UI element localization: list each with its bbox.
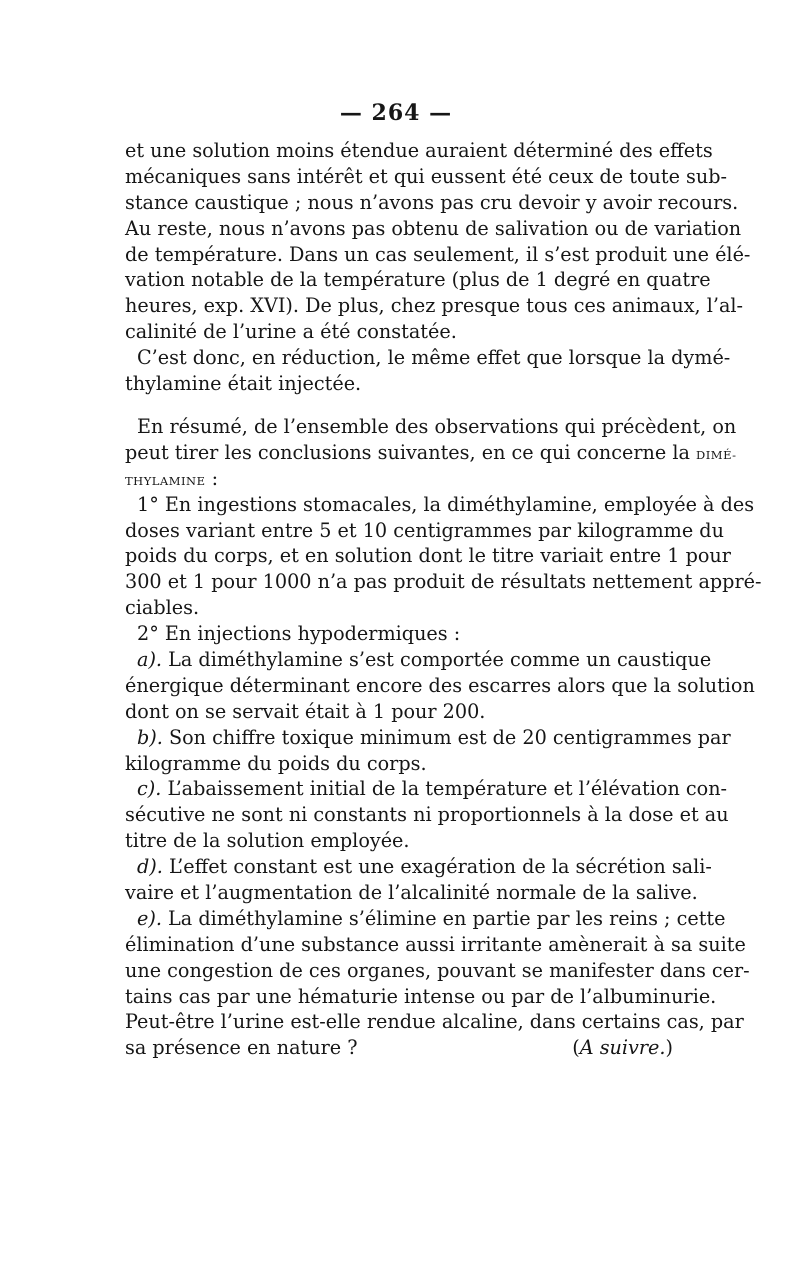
text-line: une congestion de ces organes, pouvant se manifester dans cer- (125, 958, 750, 982)
text-line (125, 854, 712, 880)
text-fragment: L’effet constant est une exagération de la sécrétion sali- (162, 855, 712, 879)
text-line: doses variant entre 5 et 10 centigrammes par kilogramme du (125, 518, 724, 542)
text-line: 300 et 1 pour 1000 n’a pas produit de résultats nettement appré- (125, 570, 762, 594)
small-caps-term: THYLAMINE (125, 473, 206, 488)
page-number: — 264 — (339, 100, 453, 126)
paragraph-block-top (125, 138, 751, 397)
text-line (125, 906, 726, 932)
text-line: poids du corps, et en solution dont le titre variait entre 1 pour (125, 544, 731, 568)
text-fragment: La diméthylamine s’élimine en partie par les reins ; cette (161, 906, 726, 930)
text-line: calinité de l’urine a été constatée. (125, 320, 457, 344)
text-fragment: Son chiffre toxique minimum est de 20 centigrammes par (162, 725, 731, 749)
text-line: et une solution moins étendue auraient déterminé des effets (125, 139, 713, 162)
text-line: de température. Dans un cas seulement, il s’est produit une élé- (125, 242, 751, 266)
text-line (125, 1035, 673, 1061)
text-line: mécaniques sans intérêt et qui eussent été ceux de toute sub- (125, 164, 728, 188)
text-line: Au reste, nous n’avons pas obtenu de salivation ou de variation (125, 216, 742, 240)
text-line (125, 725, 731, 751)
text-line: élimination d’une substance aussi irritante amènerait à sa suite (125, 932, 746, 956)
item-marker: b). (137, 725, 163, 749)
text-line: thylamine était injectée. (125, 372, 362, 396)
text-line: C’est donc, en réduction, le même effet que lorsque la dymé- (137, 346, 731, 370)
item-marker: a). (137, 648, 163, 672)
item-marker: c). (137, 777, 162, 801)
text-line: heures, exp. XVI). De plus, chez presque tous ces animaux, l’al- (125, 294, 744, 318)
small-caps-term: DIMÉ- (696, 447, 737, 462)
continuation-note (572, 1035, 673, 1061)
text-line: stance caustique ; nous n’avons pas cru devoir y avoir recours. (125, 190, 739, 214)
text-fragment: L’abaissement initial de la température et l’élévation con- (161, 777, 728, 801)
text-line: 1° En ingestions stomacales, la diméthylamine, employée à des (137, 492, 755, 516)
text-line (125, 647, 712, 673)
text-line: ciables. (125, 596, 200, 620)
text-line: En résumé, de l’ensemble des observations qui précèdent, on (137, 415, 737, 438)
text-line: sécutive ne sont ni constants ni proportionnels à la dose et au (125, 803, 729, 827)
text-line: dont on se servait était à 1 pour 200. (125, 699, 486, 723)
text-fragment: peut tirer les conclusions suivantes, en ce qui concerne la (125, 440, 690, 464)
conclusions-block (125, 414, 762, 1061)
text-line: kilogramme du poids du corps. (125, 751, 427, 775)
paren-open: ( (572, 1036, 580, 1060)
item-marker: e). (137, 906, 162, 930)
text-fragment: La diméthylamine s’est comportée comme un caustique (162, 648, 712, 672)
continuation-text: A suivre. (579, 1036, 666, 1060)
text-line: vation notable de la température (plus de 1 degré en quatre (125, 268, 711, 292)
text-fragment: : (205, 466, 219, 490)
text-line: tains cas par une hématurie intense ou par de l’albuminurie. (125, 984, 717, 1008)
text-line: 2° En injections hypodermiques : (137, 622, 461, 646)
text-line (125, 466, 673, 492)
text-line: Peut-être l’urine est-elle rendue alcaline, dans certains cas, par (125, 1010, 744, 1034)
text-line (125, 440, 737, 466)
text-line: vaire et l’augmentation de l’alcalinité normale de la salive. (125, 881, 698, 905)
item-marker: d). (137, 855, 163, 879)
text-fragment: sa présence en nature ? (125, 1036, 358, 1060)
text-line: titre de la solution employée. (125, 829, 410, 853)
text-line: énergique déterminant encore des escarres alors que la solution (125, 673, 755, 697)
paren-close: ) (665, 1036, 673, 1060)
text-line (125, 776, 728, 802)
